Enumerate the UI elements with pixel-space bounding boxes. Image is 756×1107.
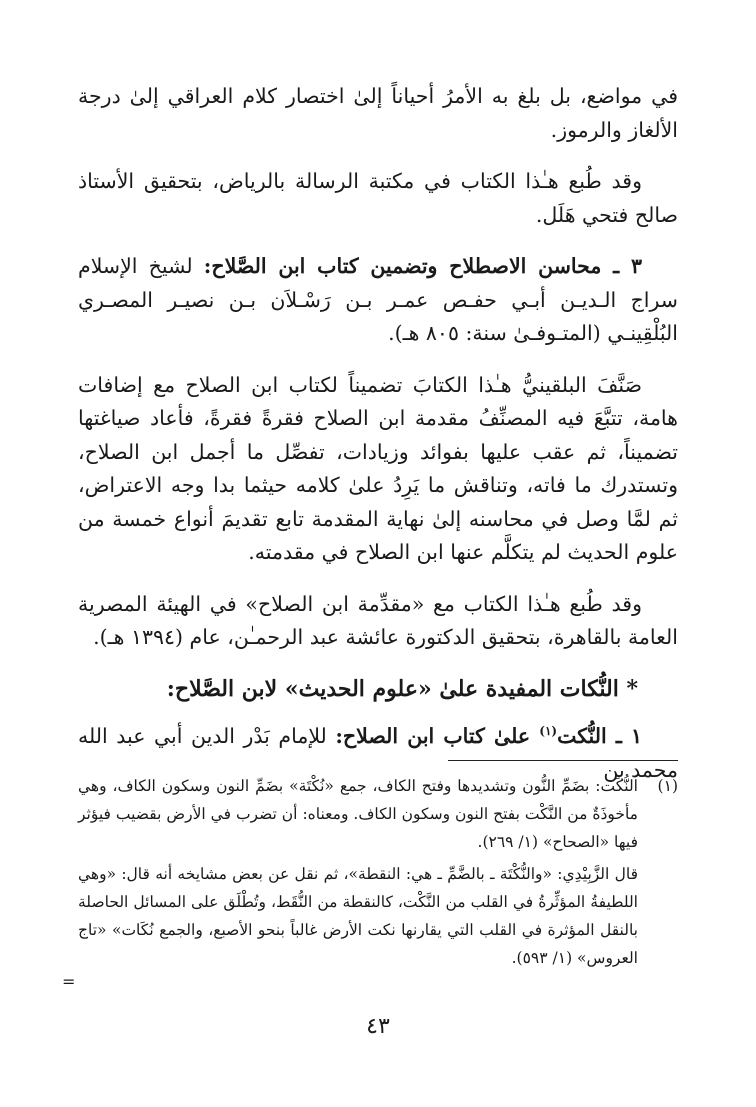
item-3-title: ٣ ـ محاسن الاصطلاح وتضمين كتاب ابن الصَّلاح: [203,254,642,278]
item-1-text: للإمام بَدْر الدين أبي عبد الله محمد بن [78,724,678,782]
footnotes [78,772,678,976]
footnote-1 [78,772,678,856]
item-3-entry [78,250,678,351]
main-text [78,80,678,805]
item-1-title-a: ١ ـ النُّكت [557,724,643,748]
paragraph: في مواضع، بل بلغ به الأمرُ أحياناً إلىٰ اختصار كلام العراقي إلىٰ درجة الألغاز والرموز. [78,84,678,142]
footnote-ref: (١) [539,724,558,739]
paragraph: صَنَّفَ البلقينيُّ هـٰذا الكتابَ تضميناً لكتاب ابن الصلاح مع إضافات هامة، تتبَّعَ فيه المصنِّفُ مقدمة ابن الصلاح فقرةً فقرةً، فأعاد صياغتها تضميناً، ثم عقب عليها بفوائد وزيادات، تفصِّل ما أجمل ابن الصلاح، وتستدرك ما فاته، وتناقش ما يَرِدُ علىٰ كلامه حيثما بدا وجه الاعتراض، ثم لمَّا وصل في محاسنه إلىٰ نهاية المقدمة تابع تقديمَ أنواع خمسة من علوم الحديث لم يتكلَّم عنها ابن الصلاح في مقدمته. [78,372,678,564]
item-3-text: لشيخ الإسلام سراج الـديـن أبـي حفـص عمـر بـن رَسْـلاَن بـن نصيـر المصـري البُلْقِينـي (المتـوفـىٰ سنة: ٨٠٥ هـ). [78,254,678,345]
page-number: ٤٣ [366,1014,390,1039]
paragraph: وقد طُبع هـٰذا الكتاب في مكتبة الرسالة بالرياض، بتحقيق الأستاذ صالح فتحي هَلَل. [78,169,678,227]
continuation-mark: = [62,972,76,991]
paragraph: وقد طُبع هـٰذا الكتاب مع «مقدِّمة ابن الصلاح» في الهيئة المصرية العامة بالقاهرة، بتحقيق الدكتورة عائشة عبد الرحمـٰن، عام (١٣٩٤ هـ). [78,591,678,649]
footnote-line: قال الزَّبِيْدِي: «والنُّكْتَة ـ بالضَّمِّ ـ هي: النقطة»، ثم نقل عن بعض مشايخه أنه قال: «وهي اللطيفةُ المؤثِّرةُ في القلب من النَّكْت، كالنقطة من النُّقَط، وتُطْلَق على المسائل الحاصلة بالنقل المؤثرة في القلب التي يقارنها نكت الأرض غالباً بنحو الأصبع، والجمع نُكَات» «تاج العروس» (١/ ٥٩٣). [78,865,638,967]
footnote-line: النُّكَت: بضَمِّ النُّون وتشديدها وفتح الكاف، جمع «نُكْتَة» بضَمِّ النون وسكون الكاف، وهي مأخوذَةٌ من النَّكْت بفتح النون وسكون الكاف. ومعناه: أن تضرب في الأرض بقضيب فيؤثر فيها «الصحاح» (١/ ٢٦٩). [78,777,638,851]
item-1-title-b: علىٰ كتاب ابن الصلاح: [335,724,540,748]
footnote-divider [448,760,678,761]
item-1-title [335,724,642,748]
section-heading: * النُّكات المفيدة علىٰ «علوم الحديث» لابن الصَّلاح: [166,675,638,702]
footnote-number: (١) [657,777,678,795]
